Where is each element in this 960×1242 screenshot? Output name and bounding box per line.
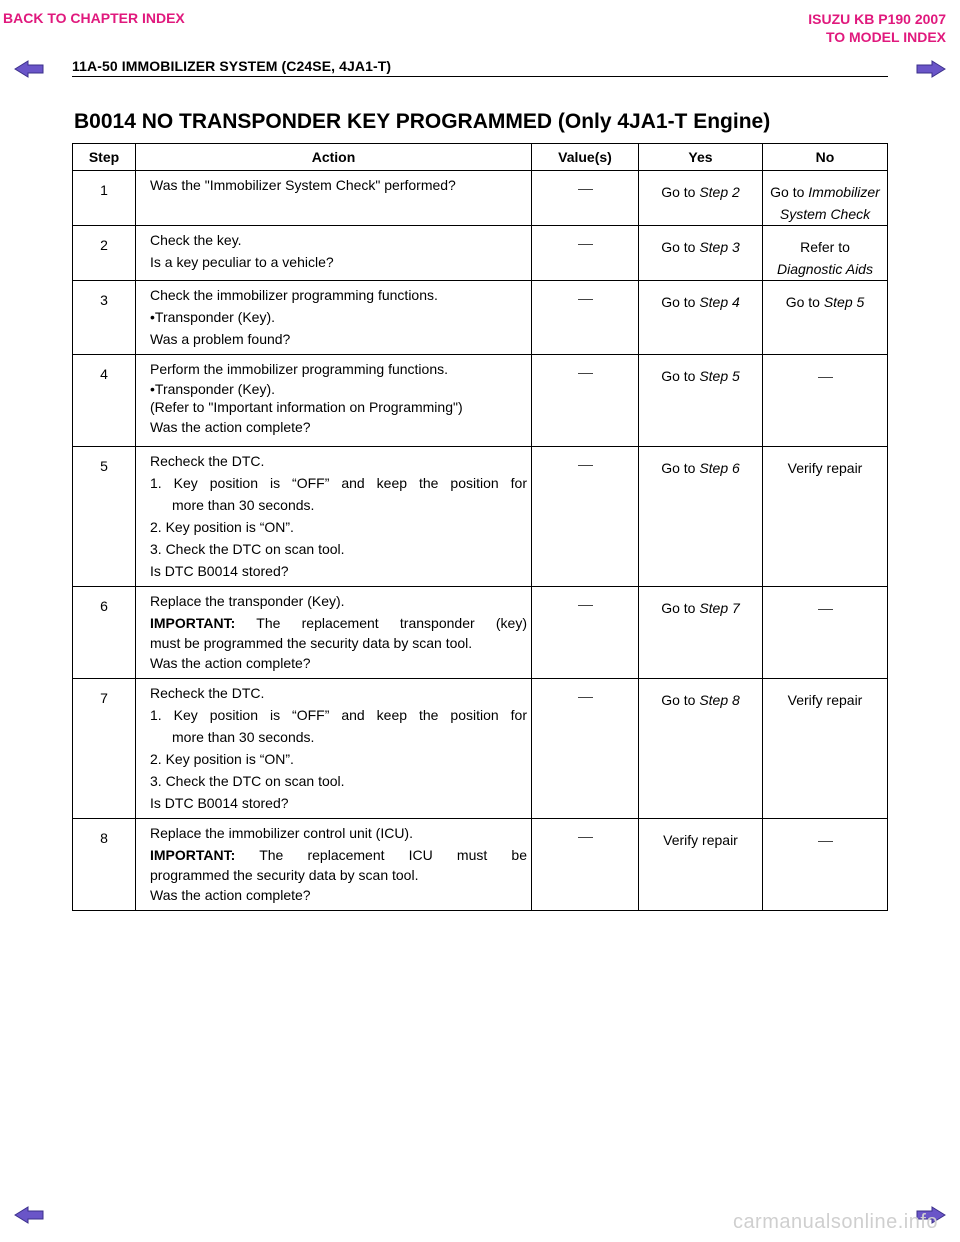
dash-mark xyxy=(818,841,833,842)
col-yes-header: Yes xyxy=(639,144,763,171)
important-text: The replacement transponder (key) xyxy=(235,615,527,631)
numbered-step: 3. Check the DTC on scan tool. xyxy=(150,541,345,557)
step-number: 5 xyxy=(73,447,136,587)
numbered-step: 2. Key position is “ON”. xyxy=(150,519,294,535)
table-row xyxy=(73,819,888,911)
next-page-arrow-icon[interactable] xyxy=(916,60,946,78)
previous-page-arrow-icon[interactable] xyxy=(14,60,44,78)
yes-step-link[interactable]: Step 6 xyxy=(699,460,740,476)
yes-prefix: Go to xyxy=(661,692,700,708)
step-number: 8 xyxy=(73,819,136,911)
back-to-chapter-index-link[interactable]: BACK TO CHAPTER INDEX xyxy=(3,10,185,26)
action-note: (Refer to "Important information on Programming") xyxy=(150,399,463,415)
action-question: Was the action complete? xyxy=(150,887,311,903)
action-cell xyxy=(136,281,532,355)
col-action-header: Action xyxy=(136,144,532,171)
important-text: The replacement ICU must be xyxy=(235,847,527,863)
yes-step-link[interactable]: Step 3 xyxy=(699,239,740,255)
table-row xyxy=(73,226,888,281)
important-note xyxy=(150,844,527,866)
dash-mark xyxy=(578,299,593,300)
action-question: Was a problem found? xyxy=(150,331,291,347)
dash-mark xyxy=(578,837,593,838)
dash-mark xyxy=(578,697,593,698)
no-cell: Verify repair xyxy=(763,447,888,587)
model-index-link[interactable] xyxy=(808,10,946,46)
step-number: 3 xyxy=(73,281,136,355)
values-cell xyxy=(532,447,639,587)
dash-mark xyxy=(578,465,593,466)
yes-cell xyxy=(639,355,763,447)
action-question: Was the action complete? xyxy=(150,419,311,435)
yes-step-link[interactable]: Step 4 xyxy=(699,294,740,310)
values-cell xyxy=(532,819,639,911)
yes-step-link[interactable]: Step 8 xyxy=(699,692,740,708)
yes-prefix: Go to xyxy=(661,184,700,200)
table-row xyxy=(73,679,888,819)
yes-step-link[interactable]: Step 2 xyxy=(699,184,740,200)
numbered-step: 2. Key position is “ON”. xyxy=(150,751,294,767)
action-text: Replace the immobilizer control unit (ICU). xyxy=(150,825,413,841)
action-text: Check the immobilizer programming functions. xyxy=(150,287,438,303)
page-header-title: 11A-50 IMMOBILIZER SYSTEM (C24SE, 4JA1-T) xyxy=(72,58,392,74)
no-cell: Verify repair xyxy=(763,679,888,819)
previous-page-arrow-bottom-icon[interactable] xyxy=(14,1206,44,1224)
no-link-cont[interactable]: System Check xyxy=(779,206,871,222)
dash-mark xyxy=(818,377,833,378)
no-step-link[interactable]: Step 5 xyxy=(823,294,865,310)
action-text: Was the "Immobilizer System Check" performed? xyxy=(150,177,456,193)
action-question: Is DTC B0014 stored? xyxy=(150,795,289,811)
no-prefix: Go to xyxy=(785,294,824,310)
no-link[interactable]: Immobilizer xyxy=(808,184,880,200)
numbered-step-cont: more than 30 seconds. xyxy=(172,729,315,745)
yes-prefix: Go to xyxy=(661,368,700,384)
dash-mark xyxy=(578,189,593,190)
values-cell xyxy=(532,226,639,281)
dash-mark xyxy=(818,609,833,610)
no-link[interactable]: Diagnostic Aids xyxy=(777,261,873,277)
important-label: IMPORTANT: xyxy=(150,615,236,631)
numbered-step: 1. Key position is “OFF” and keep the position for xyxy=(150,707,527,723)
yes-cell xyxy=(639,226,763,281)
action-text: Recheck the DTC. xyxy=(150,685,265,701)
action-cell xyxy=(136,679,532,819)
important-text-cont: programmed the security data by scan tool. xyxy=(150,867,419,883)
table-row xyxy=(73,171,888,226)
action-question: Is a key peculiar to a vehicle? xyxy=(150,254,334,270)
no-prefix: Go to xyxy=(770,184,809,200)
action-text: Perform the immobilizer programming functions. xyxy=(150,361,448,377)
yes-prefix: Go to xyxy=(661,294,700,310)
action-cell xyxy=(136,355,532,447)
important-text-cont: must be programmed the security data by scan tool. xyxy=(150,635,473,651)
model-name: ISUZU KB P190 2007 xyxy=(808,11,946,27)
yes-cell: Verify repair xyxy=(639,819,763,911)
step-number: 1 xyxy=(73,171,136,226)
no-cell xyxy=(763,819,888,911)
table-row xyxy=(73,587,888,679)
action-bullet: • Transponder (Key). xyxy=(150,380,527,398)
yes-prefix: Go to xyxy=(661,239,700,255)
numbered-step: 3. Check the DTC on scan tool. xyxy=(150,773,345,789)
dash-mark xyxy=(578,605,593,606)
action-cell xyxy=(136,587,532,679)
action-bullet: • Transponder (Key). xyxy=(150,306,527,328)
no-cell xyxy=(763,587,888,679)
yes-cell xyxy=(639,447,763,587)
action-cell xyxy=(136,171,532,226)
page-title: B0014 NO TRANSPONDER KEY PROGRAMMED (Only 4JA1-T Engine) xyxy=(74,110,771,133)
action-cell xyxy=(136,819,532,911)
values-cell xyxy=(532,171,639,226)
col-step-header: Step xyxy=(73,144,136,171)
action-cell xyxy=(136,226,532,281)
yes-cell xyxy=(639,281,763,355)
step-number: 7 xyxy=(73,679,136,819)
dash-mark xyxy=(578,244,593,245)
action-cell xyxy=(136,447,532,587)
diagnostic-table xyxy=(72,143,888,911)
values-cell xyxy=(532,587,639,679)
yes-cell xyxy=(639,679,763,819)
yes-prefix: Go to xyxy=(661,600,700,616)
values-cell xyxy=(532,355,639,447)
no-cell xyxy=(763,355,888,447)
col-no-header: No xyxy=(763,144,888,171)
table-row xyxy=(73,447,888,587)
step-number: 6 xyxy=(73,587,136,679)
numbered-step: 1. Key position is “OFF” and keep the position for xyxy=(150,475,527,491)
table-row xyxy=(73,355,888,447)
values-cell xyxy=(532,281,639,355)
table-row xyxy=(73,281,888,355)
yes-prefix: Go to xyxy=(661,460,700,476)
yes-cell xyxy=(639,171,763,226)
important-label: IMPORTANT: xyxy=(150,847,236,863)
action-text: Replace the transponder (Key). xyxy=(150,593,345,609)
header-divider xyxy=(72,76,888,77)
yes-cell xyxy=(639,587,763,679)
watermark: carmanualsonline.info xyxy=(732,1211,938,1233)
important-note xyxy=(150,612,527,634)
col-values-header: Value(s) xyxy=(532,144,639,171)
no-cell xyxy=(763,281,888,355)
dash-mark xyxy=(578,373,593,374)
yes-step-link[interactable]: Step 5 xyxy=(699,368,740,384)
no-cell xyxy=(763,226,888,281)
yes-step-link[interactable]: Step 7 xyxy=(699,600,740,616)
action-text: Check the key. xyxy=(150,232,242,248)
numbered-step-cont: more than 30 seconds. xyxy=(172,497,315,513)
table-header-row xyxy=(73,144,888,171)
action-question: Was the action complete? xyxy=(150,655,311,671)
values-cell xyxy=(532,679,639,819)
action-text: Recheck the DTC. xyxy=(150,453,265,469)
step-number: 4 xyxy=(73,355,136,447)
to-model-index-label: TO MODEL INDEX xyxy=(825,29,946,45)
step-number: 2 xyxy=(73,226,136,281)
no-cell xyxy=(763,171,888,226)
action-question: Is DTC B0014 stored? xyxy=(150,563,289,579)
no-prefix: Refer to xyxy=(800,239,850,255)
